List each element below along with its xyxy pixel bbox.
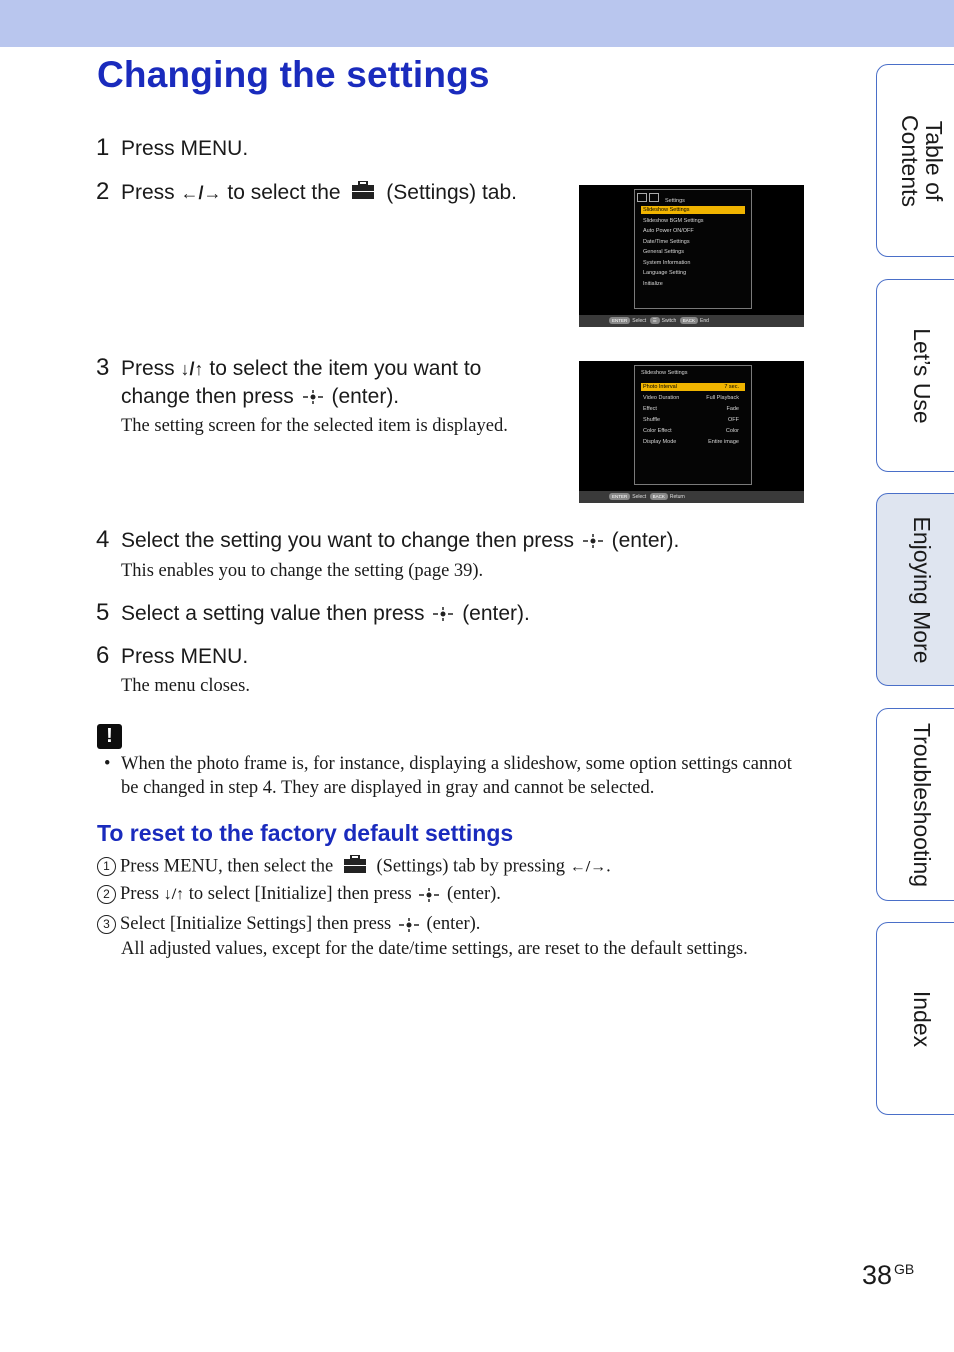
left-right-arrows-icon: ←/→ [180, 183, 222, 203]
enter-icon [398, 918, 420, 932]
step-2 [96, 178, 517, 206]
screen-footer [579, 315, 804, 327]
row-label: Photo Interval [643, 384, 677, 390]
settings-row [641, 394, 745, 402]
step-number: 5 [96, 599, 110, 626]
tab-index[interactable] [876, 922, 954, 1115]
menu-item: Initialize [643, 280, 663, 287]
page-number [862, 1260, 914, 1291]
reset-step-3-note: All adjusted values, except for the date/time settings, are reset to the default settings. [121, 939, 748, 959]
notice-text [104, 752, 829, 800]
enter-button-label: ENTER [609, 493, 630, 500]
top-color-bar [0, 0, 954, 47]
row-value: Full Playback [706, 395, 739, 401]
tab-table-of-contents[interactable] [876, 64, 954, 257]
settings-panel [634, 365, 752, 485]
step-text: (Settings) tab by pressing [371, 856, 570, 877]
step-text: Press [121, 357, 181, 380]
step-4-note: This enables you to change the setting (page 39). [121, 561, 484, 581]
enter-icon [582, 534, 604, 548]
row-value: Fade [726, 406, 739, 412]
step-5 [96, 599, 530, 627]
settings-row [641, 383, 745, 391]
step-4 [96, 526, 679, 554]
page-number-value: 38 [862, 1260, 893, 1290]
step-text: Select [Initialize Settings] then press [120, 914, 396, 934]
row-label: Shuffle [643, 417, 661, 423]
row-value: 7 sec. [724, 384, 739, 390]
circled-number: 1 [97, 857, 116, 876]
tab-label: Let’s Use [909, 327, 935, 424]
row-label: Effect [643, 406, 657, 412]
step-text: to select [Initialize] then press [184, 884, 417, 904]
row-value: OFF [728, 417, 739, 423]
step-text: Press MENU. [121, 645, 249, 668]
enter-icon [302, 390, 324, 404]
step-text: . [606, 856, 611, 877]
menu-item: Date/Time Settings [643, 238, 690, 245]
step-1 [96, 134, 248, 162]
step-text: Select a setting value then press [121, 602, 431, 625]
footer-text: Switch [661, 318, 677, 324]
notice-line: When the photo frame is, for instance, displaying a slideshow, some option settings cannot [121, 754, 792, 774]
step-text: (enter). [456, 602, 530, 625]
back-button-label: BACK [650, 493, 668, 500]
menu-item: Auto Power ON/OFF [643, 228, 694, 234]
step-text: Press [121, 181, 181, 204]
panel-title: Slideshow Settings [641, 370, 688, 376]
footer-text: Return [669, 494, 685, 500]
footer-text: Select [632, 318, 647, 324]
menu-item: Slideshow BGM Settings [643, 217, 704, 224]
left-right-arrows-icon: ←/→ [569, 858, 607, 876]
step-text: (enter). [325, 385, 400, 408]
step-text: Select the setting you want to change then press [121, 529, 580, 552]
tab-label: Enjoying More [909, 515, 935, 664]
page-title: Changing the settings [97, 54, 490, 95]
tab-enjoying-more[interactable] [876, 493, 954, 686]
step-number: 1 [96, 134, 110, 161]
step-text: Press MENU. [121, 137, 249, 160]
tab-label: Table of Contents [897, 114, 947, 207]
tab-label: Troubleshooting [909, 722, 935, 887]
step-text: change then press [121, 385, 300, 408]
step-number: 6 [96, 642, 110, 669]
menu-panel [634, 189, 752, 309]
enter-icon [418, 888, 440, 902]
enter-icon [432, 607, 454, 621]
back-button-label: BACK [680, 317, 698, 324]
reset-heading: To reset to the factory default settings [97, 820, 514, 846]
menu-item: Language Setting [643, 270, 687, 276]
page-number-suffix: GB [894, 1261, 915, 1277]
menu-button-label: ☰ [650, 317, 660, 324]
toolbox-icon [352, 181, 374, 205]
step-3-note: The setting screen for the selected item is displayed. [121, 416, 508, 436]
row-label: Display Mode [643, 439, 677, 445]
row-value: Entire image [708, 439, 739, 445]
menu-item: General Settings [643, 249, 684, 255]
step-number: 3 [96, 354, 110, 381]
footer-text: End [700, 318, 709, 324]
notice-line: be changed in step 4. They are displayed in gray and cannot be selected. [121, 778, 655, 798]
tab-title: Settings [665, 198, 685, 204]
menu-tab-icons [637, 193, 685, 204]
screen-footer [579, 491, 804, 503]
slideshow-settings-screenshot [579, 361, 804, 503]
tab-lets-use[interactable] [876, 279, 954, 472]
row-value: Color [725, 428, 739, 434]
circled-number: 2 [97, 885, 116, 904]
settings-row [641, 427, 745, 435]
settings-row [641, 438, 745, 446]
caution-icon: ! [97, 724, 122, 749]
step-number: 2 [96, 178, 110, 205]
step-text: (Settings) tab. [380, 181, 517, 204]
menu-item: Slideshow Settings [641, 206, 745, 214]
tab-label: Index [909, 990, 935, 1047]
step-text: Press MENU, then select the [120, 856, 338, 877]
reset-step-2 [97, 884, 501, 905]
reset-step-3 [97, 914, 480, 935]
down-up-arrows-icon: ↓/↑ [163, 886, 185, 903]
step-number: 4 [96, 526, 110, 553]
reset-step-1 [97, 855, 611, 879]
step-6-note: The menu closes. [121, 676, 250, 696]
row-label: Video Duration [643, 395, 680, 401]
bullet-dot: • [104, 754, 111, 774]
step-text: Press [120, 884, 164, 904]
settings-row [641, 416, 745, 424]
step-6 [96, 642, 248, 670]
toolbox-icon [344, 855, 366, 879]
tab-troubleshooting[interactable] [876, 708, 954, 901]
footer-text: Select [632, 494, 647, 500]
settings-row [641, 405, 745, 413]
step-text: to select the item you want to [203, 357, 482, 380]
menu-item: System Information [643, 259, 691, 266]
circled-number: 3 [97, 915, 116, 934]
step-3 [96, 354, 481, 410]
step-text: (enter). [442, 884, 501, 904]
step-text: (enter). [421, 914, 481, 934]
step-text: (enter). [605, 529, 680, 552]
enter-button-label: ENTER [609, 317, 630, 324]
row-label: Color Effect [643, 428, 672, 434]
step-text: to select the [221, 181, 347, 204]
down-up-arrows-icon: ↓/↑ [180, 359, 204, 379]
settings-menu-screenshot [579, 185, 804, 327]
